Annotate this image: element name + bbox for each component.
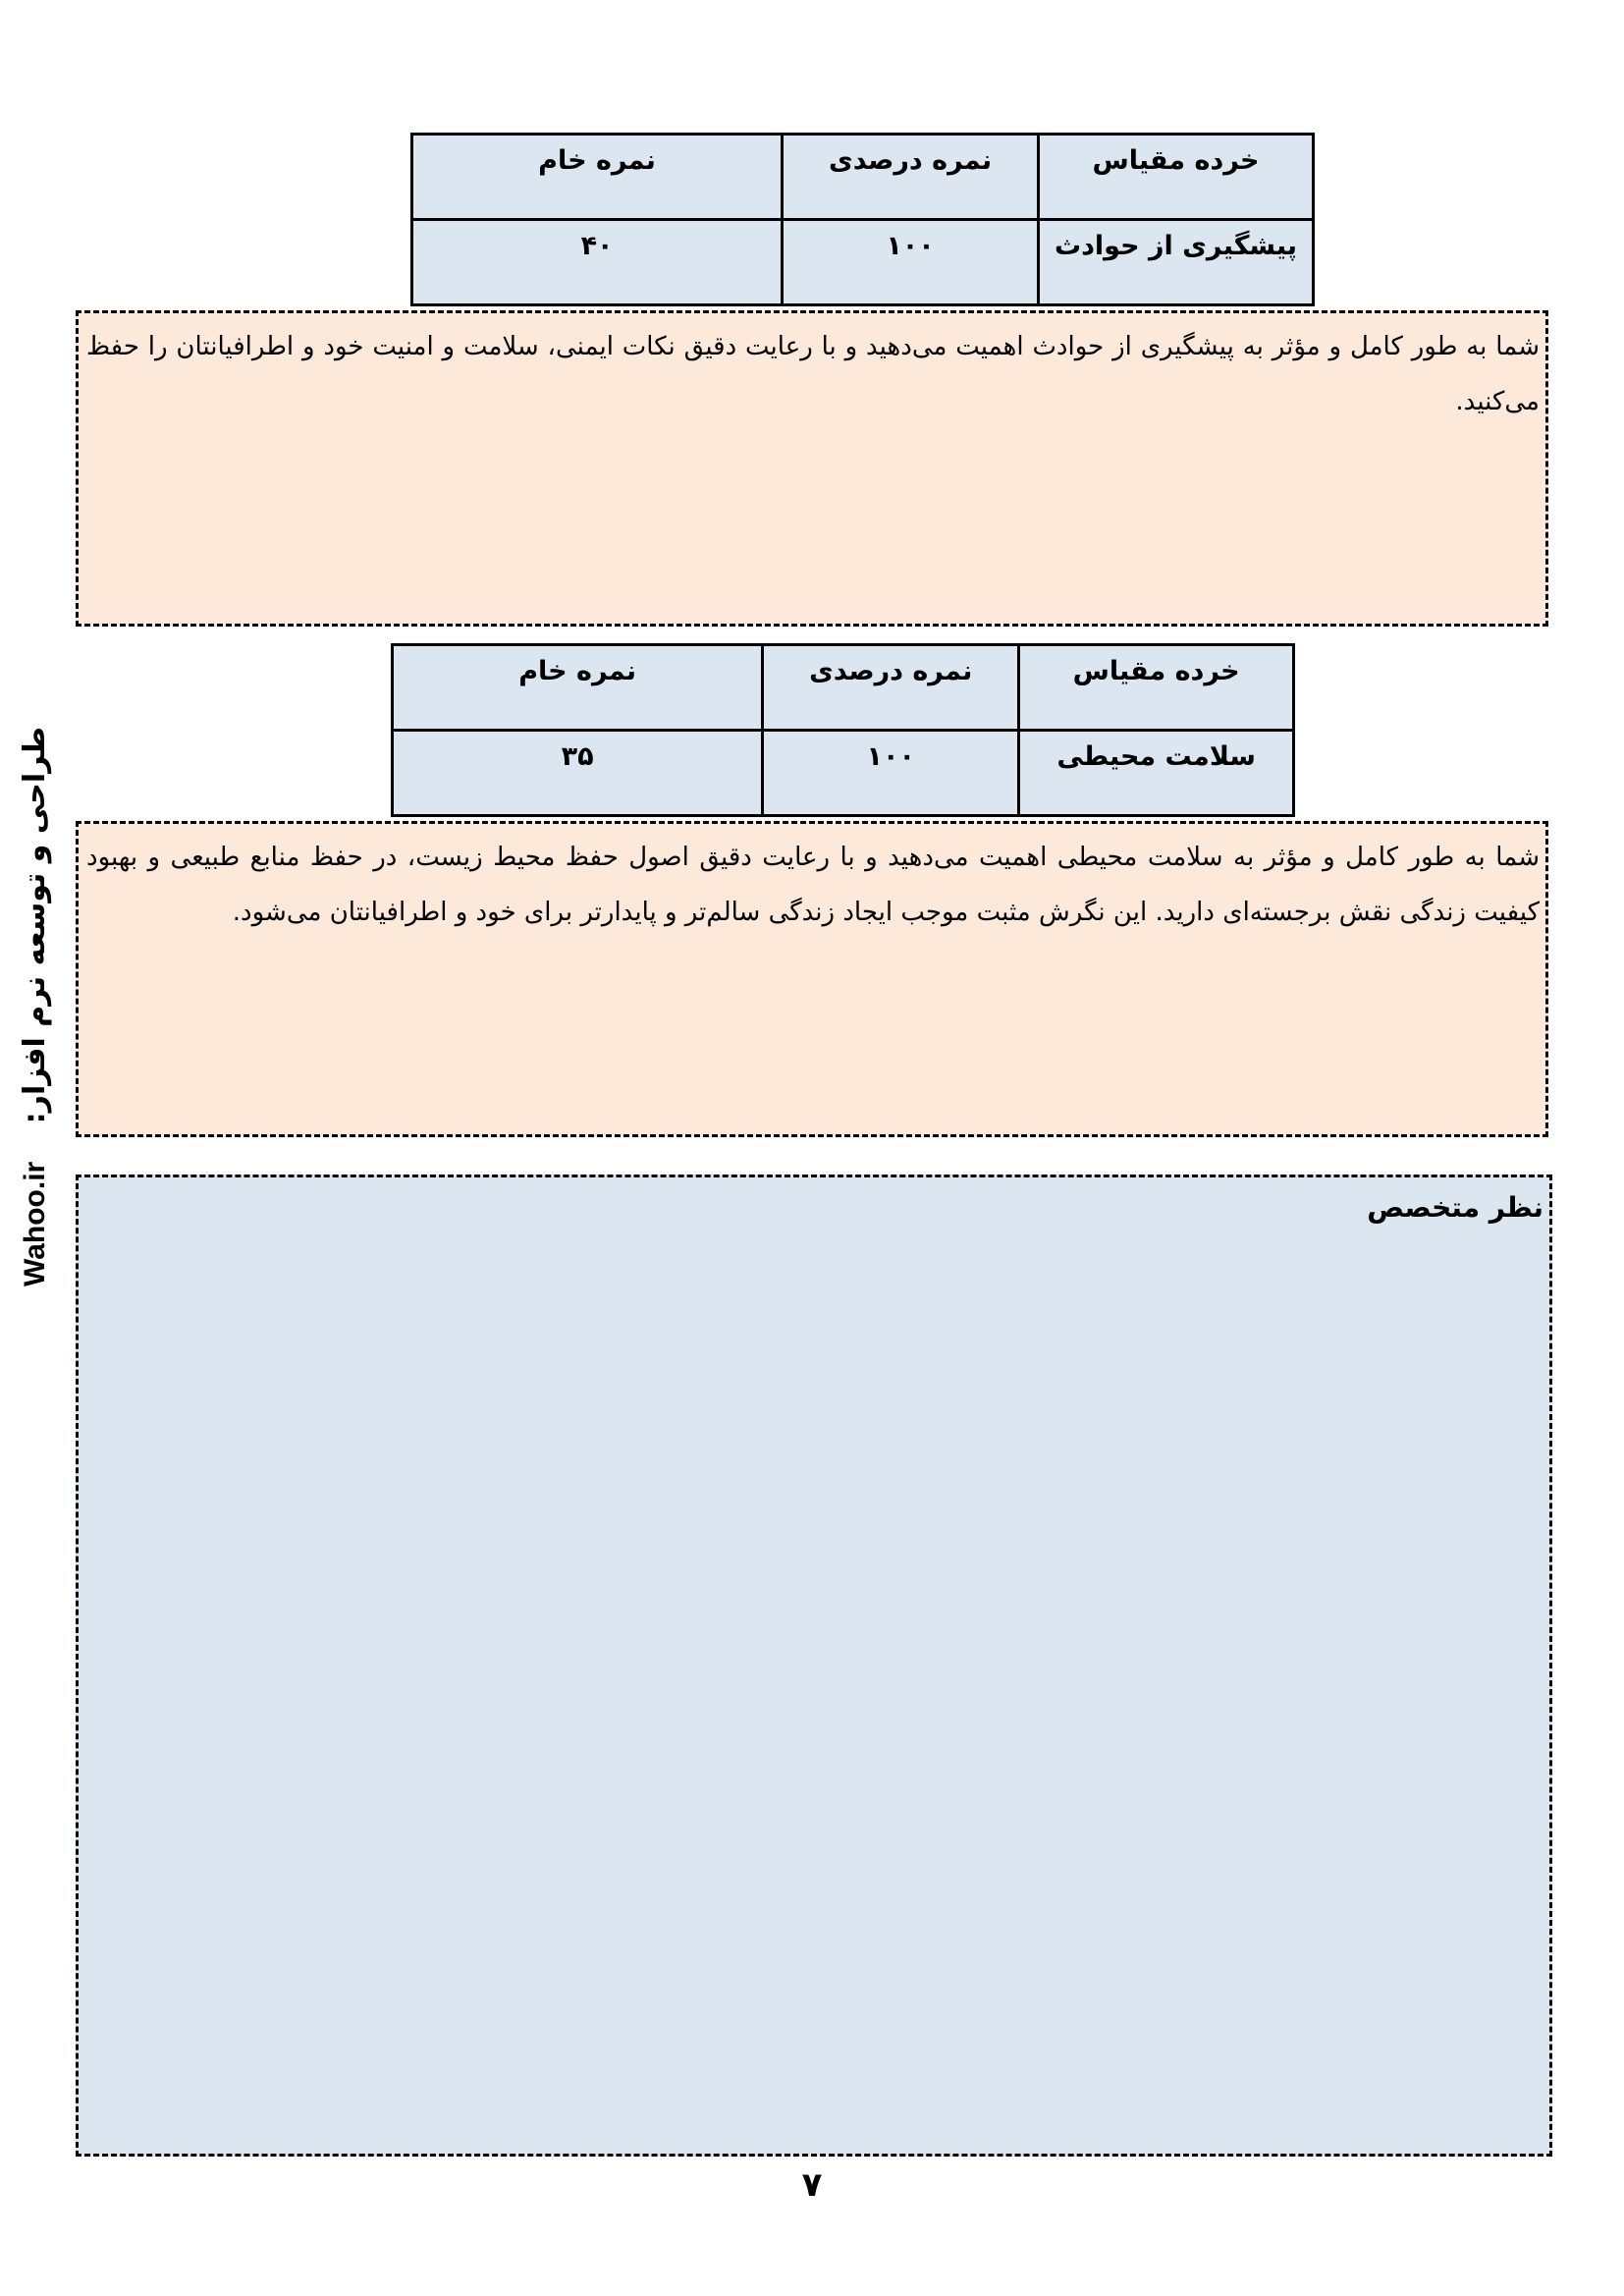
credit-brand: Wahoo.ir <box>19 1161 51 1286</box>
side-credit <box>18 727 52 1286</box>
description-text: شما به طور کامل و مؤثر به پیشگیری از حوادث اهمیت می‌دهید و با رعایت دقیق نکات ایمنی، سلامت و امنیت خود و اطرافیانتان را حفظ می‌کنید. <box>86 332 1540 416</box>
expert-opinion-box <box>76 1175 1552 2157</box>
table-row <box>412 220 1314 305</box>
cell-subscale: سلامت محیطی <box>1019 731 1294 816</box>
header-raw-score: نمره خام <box>412 135 783 220</box>
header-percent-score: نمره درصدی <box>783 135 1039 220</box>
cell-percent-score: ۱۰۰ <box>783 220 1039 305</box>
header-subscale: خرده مقیاس <box>1039 135 1314 220</box>
credit-label: طراحی و توسعه نرم افزار: <box>18 726 52 1124</box>
cell-raw-score: ۴۰ <box>412 220 783 305</box>
page-number: ۷ <box>801 2165 823 2205</box>
header-raw-score: نمره خام <box>393 645 763 731</box>
description-box-environmental-health <box>76 821 1548 1137</box>
table-header-row <box>412 135 1314 220</box>
description-text: شما به طور کامل و مؤثر به سلامت محیطی اهمیت می‌دهید و با رعایت دقیق اصول حفظ محیط زیست، در حفظ منابع طبیعی و بهبود کیفیت زندگی نقش برجسته‌ای دارید. این نگرش مثبت موجب ایجاد زندگی سالم‌تر و پایدارتر برای خود و اطرافیانتان می‌شود. <box>86 843 1540 927</box>
description-box-accident-prevention <box>76 310 1548 627</box>
score-table-environmental-health <box>391 643 1295 817</box>
expert-opinion-title: نظر متخصص <box>1367 1191 1543 1224</box>
cell-raw-score: ۳۵ <box>393 731 763 816</box>
table-row <box>393 731 1294 816</box>
header-subscale: خرده مقیاس <box>1019 645 1294 731</box>
score-table-accident-prevention <box>410 133 1315 306</box>
header-percent-score: نمره درصدی <box>763 645 1019 731</box>
table-header-row <box>393 645 1294 731</box>
cell-subscale: پیشگیری از حوادث <box>1039 220 1314 305</box>
cell-percent-score: ۱۰۰ <box>763 731 1019 816</box>
